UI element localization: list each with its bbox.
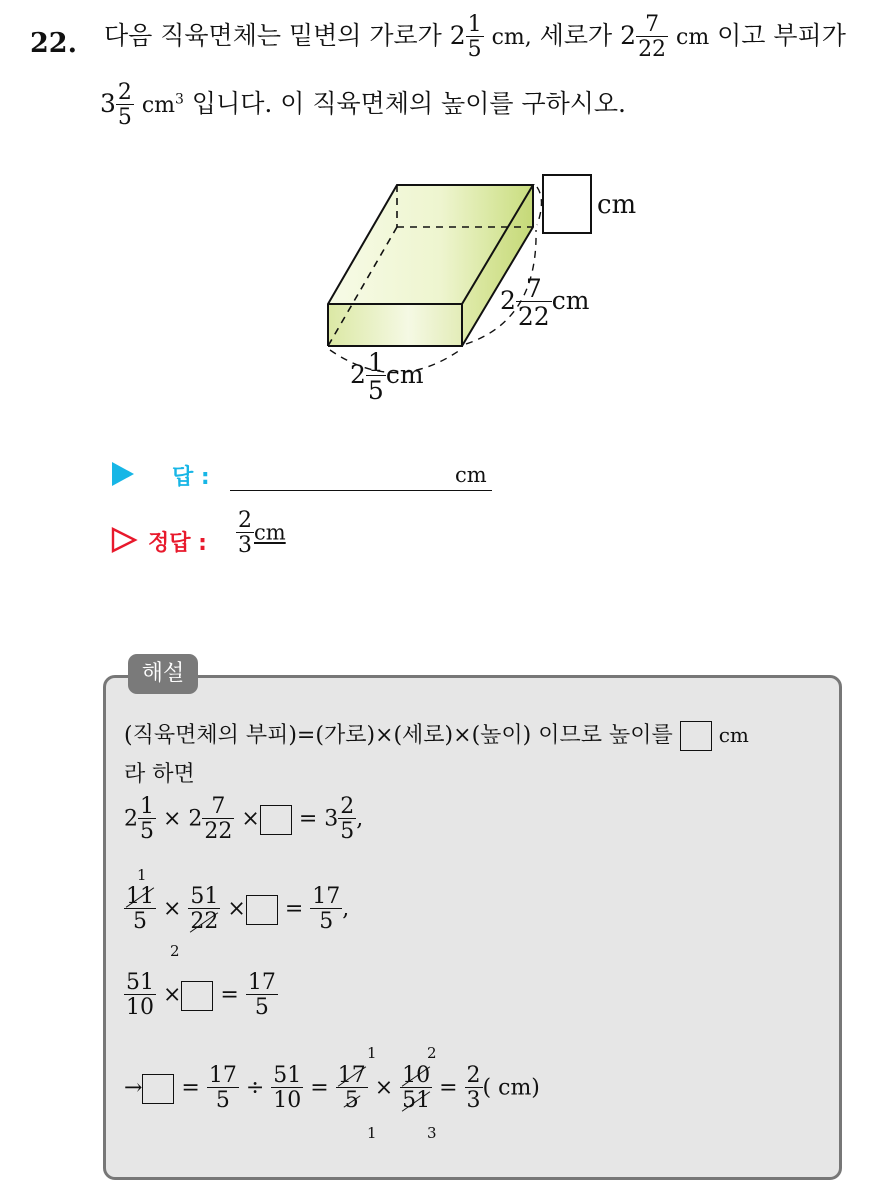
depth-label (500, 276, 589, 329)
eq2-b-frac (188, 886, 220, 933)
solution-line-1 (124, 718, 749, 751)
problem-text-3: 이고 부피가 (717, 21, 846, 50)
eq1-b-den: 22 (204, 819, 233, 844)
depth-label-num: 7 (525, 274, 542, 303)
width-num: 1 (467, 12, 482, 37)
volume-num: 2 (117, 80, 132, 105)
eq4-c-num: 17 (337, 1063, 366, 1088)
eq4-c-top: 1 (367, 1044, 377, 1062)
correct-unit: cm (254, 520, 286, 545)
eq1-box (260, 805, 292, 835)
eq1-c-num: 2 (340, 794, 355, 819)
blank-box (680, 721, 712, 751)
eq4-r-den: 3 (466, 1088, 481, 1113)
equation-1: 2 $\frac{1}{5}$ × 2 $\frac{7}{22}$ × = 3 $\frac{2}{5}$ , (124, 794, 364, 844)
eq2-b-num: 51 (190, 884, 219, 909)
eq1-c-den: 5 (340, 819, 355, 844)
arrow-icon: → (124, 1075, 143, 1101)
problem-text-1: 다음 직육면체는 밑변의 가로가 (104, 21, 442, 50)
play-icon (110, 460, 136, 488)
eq4-b-den: 10 (273, 1088, 302, 1113)
eq1-a-frac (138, 796, 156, 843)
depth-fraction (636, 14, 668, 61)
answer-label: 답 : (172, 465, 210, 490)
eq2-box (246, 895, 278, 925)
width-label-den: 5 (367, 376, 384, 405)
eq2-b-den: 22 (190, 909, 219, 934)
eq2-a-num: 11 (126, 884, 154, 909)
answer-line[interactable] (230, 490, 492, 491)
eq4-a-frac (207, 1065, 239, 1112)
eq4-r-unit: ( cm) (482, 1075, 540, 1101)
solution-tag: 해설 (128, 654, 198, 694)
eq4-b-num: 51 (273, 1063, 302, 1088)
height-unit-label: cm (597, 190, 637, 220)
unit-cm-comma: cm, (491, 25, 532, 50)
eq4-b-frac (271, 1065, 303, 1112)
eq3-a-den: 10 (126, 995, 154, 1020)
equation-3: $\frac{51}{10}$ × = $\frac{17}{5}$ (126, 970, 276, 1020)
eq2-a-top: 1 (137, 866, 147, 884)
unit-cm3 (142, 93, 184, 118)
solution-text-1a: (직육면체의 부피)=(가로)×(세로)×(높이) 이므로 높이를 (124, 723, 673, 748)
eq2-c-num: 17 (312, 884, 341, 909)
eq1-b-whole: 2 (188, 806, 203, 832)
eq4-r-frac (465, 1065, 483, 1112)
eq4-a-num: 17 (208, 1063, 237, 1088)
eq2-c-frac (310, 886, 342, 933)
width-den: 5 (467, 37, 482, 62)
eq2-a-den: 5 (124, 908, 156, 933)
problem-text-4: 입니다. 이 직육면체의 높이를 구하시오. (191, 89, 627, 118)
answer-unit: cm (455, 463, 487, 487)
eq3-c-num: 17 (247, 970, 276, 995)
correct-num: 2 (238, 508, 252, 533)
height-answer-box (543, 175, 591, 233)
depth-num: 7 (645, 12, 660, 37)
volume-den: 5 (117, 105, 132, 130)
depth-label-fraction (516, 276, 552, 329)
depth-label-unit: cm (551, 286, 590, 315)
solution-line-2: 라 하면 (124, 762, 195, 787)
depth-label-den: 22 (517, 302, 550, 331)
correct-answer-value (236, 510, 286, 557)
eq4-a-den: 5 (207, 1087, 239, 1112)
depth-den: 22 (638, 37, 667, 62)
eq2-b-bot: 2 (170, 942, 180, 960)
width-fraction (466, 14, 484, 61)
problem-line-2 (100, 82, 626, 129)
eq4-d-frac (400, 1065, 432, 1112)
equation-4: → = $\frac{17}{5}$ ÷ $\frac{51}{10}$ = $\frac{17}{5}$ × $\frac{10}{51}$ = $\frac{2}{3}$ ( cm) (124, 1063, 540, 1113)
eq4-d-num: 10 (402, 1063, 431, 1088)
correct-answer-fraction (236, 510, 254, 557)
unit-cm3-base: cm (141, 93, 176, 118)
eq1-b-frac (202, 796, 234, 843)
problem-line-1 (104, 14, 846, 61)
eq1-b-num: 7 (211, 794, 226, 819)
eq1-c-whole: 3 (324, 806, 339, 832)
eq4-c-frac (336, 1065, 368, 1112)
correct-den: 3 (238, 533, 252, 558)
play-outline-icon (110, 526, 138, 554)
eq2-a-frac (124, 886, 156, 933)
eq4-c-den: 5 (344, 1088, 359, 1113)
eq4-c-bot: 1 (367, 1124, 377, 1142)
eq4-d-den: 51 (402, 1088, 431, 1113)
eq3-a-num: 51 (126, 970, 154, 995)
volume-whole: 3 (100, 89, 116, 118)
width-label-unit: cm (385, 360, 424, 389)
problem-number: 22. (30, 28, 77, 59)
correct-answer-label: 정답 : (148, 531, 207, 556)
eq3-a-frac (124, 972, 156, 1019)
equation-2: $\frac{11}{5}$ × $\frac{51}{22}$ × = $\frac{17}{5}$ , (126, 884, 350, 934)
eq4-d-top: 2 (427, 1044, 437, 1062)
width-label-whole: 2 (350, 360, 366, 389)
solution-text-1b: cm (718, 723, 749, 747)
width-label (350, 350, 424, 403)
width-label-fraction (366, 350, 386, 403)
width-whole: 2 (449, 21, 466, 50)
width-label-num: 1 (367, 348, 384, 377)
eq4-d-bot: 3 (427, 1124, 437, 1142)
eq2-c-den: 5 (310, 908, 342, 933)
eq3-c-frac (246, 972, 278, 1019)
depth-whole: 2 (620, 21, 637, 50)
eq1-a-num: 1 (140, 794, 154, 819)
eq1-a-den: 5 (140, 819, 154, 844)
eq1-a-whole: 2 (124, 806, 138, 832)
eq3-c-den: 5 (246, 994, 278, 1019)
unit-cm3-sup: 3 (175, 91, 184, 108)
eq4-box (142, 1074, 174, 1104)
unit-cm: cm (676, 25, 710, 50)
problem-text-2: 세로가 (539, 21, 613, 50)
volume-fraction (116, 82, 134, 129)
depth-label-whole: 2 (500, 286, 516, 315)
eq3-box (181, 981, 213, 1011)
eq4-r-num: 2 (466, 1063, 481, 1088)
eq1-c-frac (338, 796, 356, 843)
